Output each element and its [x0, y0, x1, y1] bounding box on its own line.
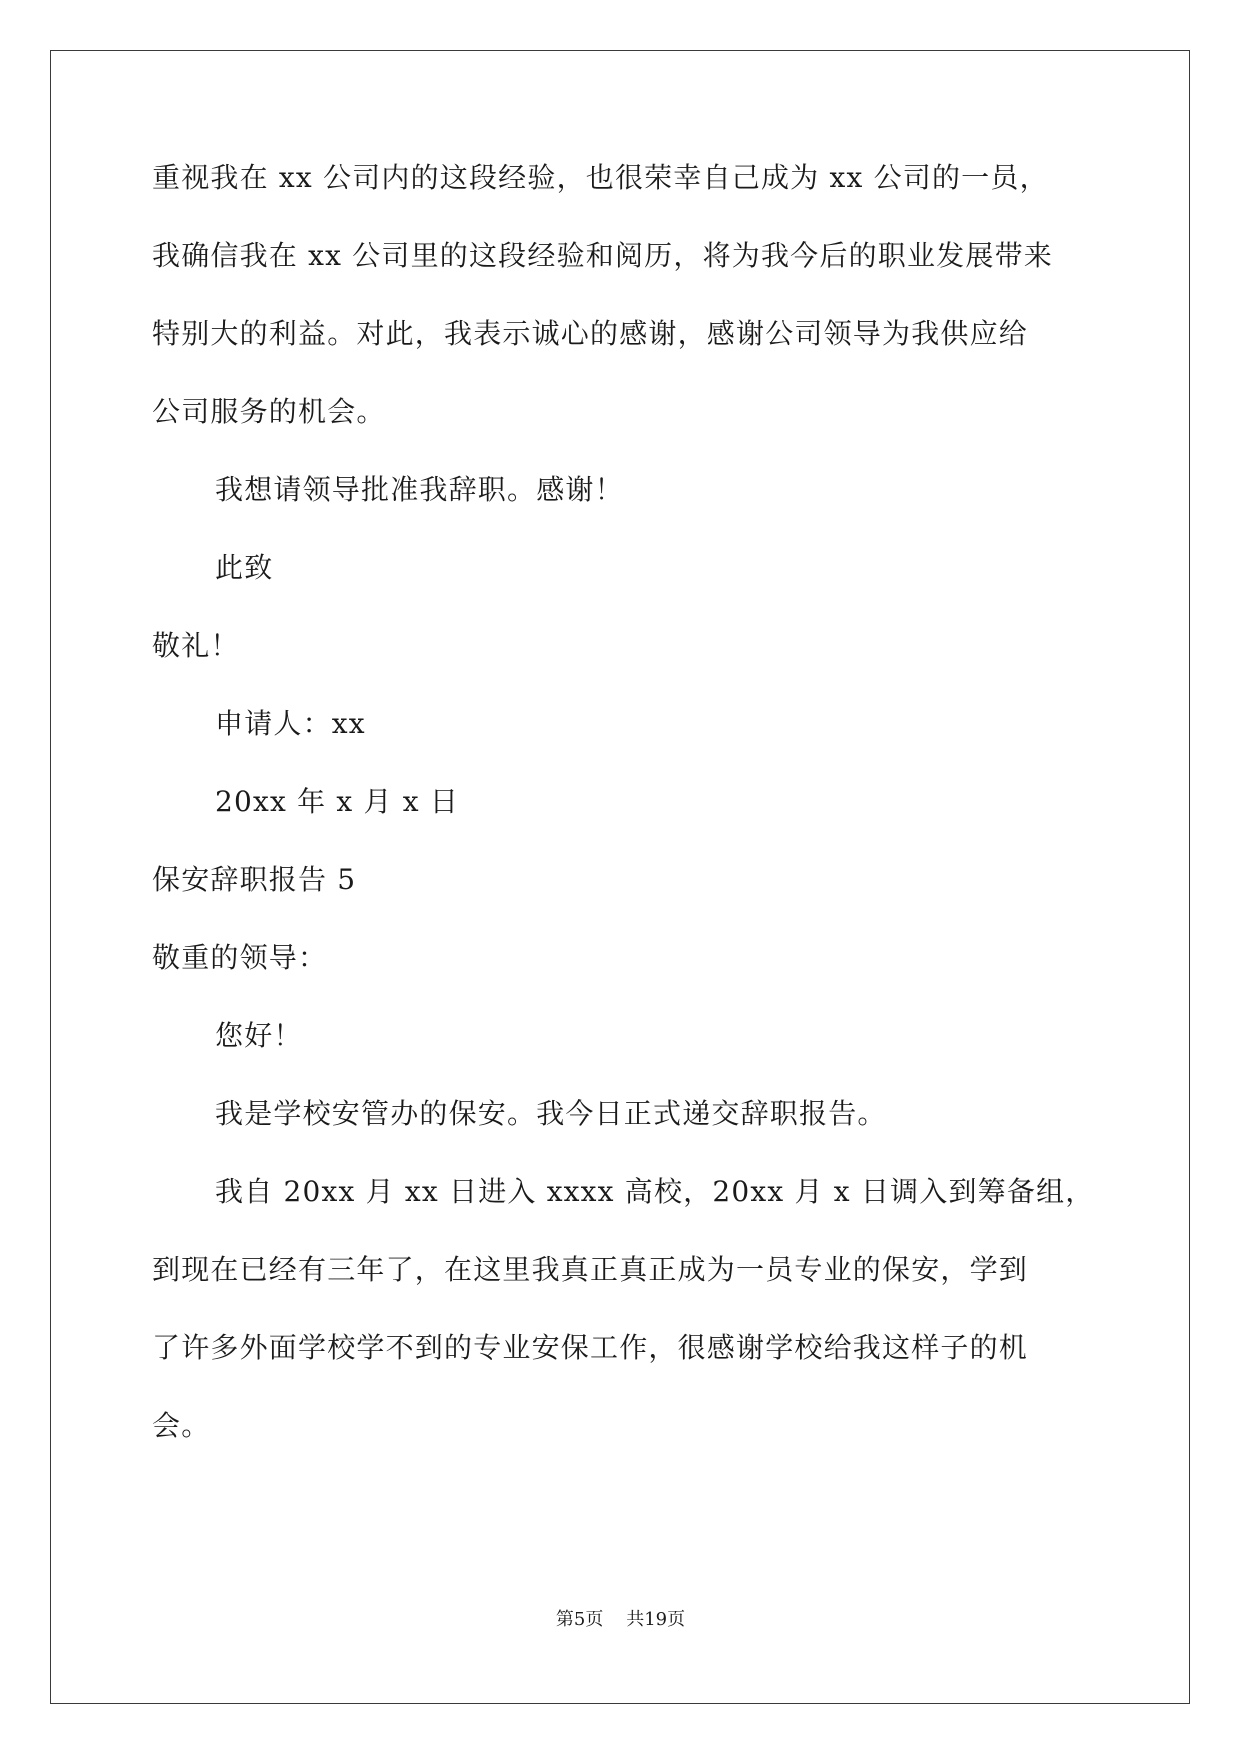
closing-salutation: 此致 [215, 551, 274, 584]
body-line-16: 了许多外面学校学不到的专业安保工作，很感谢学校给我这样子的机 [152, 1331, 1029, 1364]
page-prefix: 第 [555, 1609, 574, 1630]
page-footer [0, 1608, 1241, 1632]
section-heading: 保安辞职报告 5 [152, 863, 357, 896]
total-suffix: 页 [667, 1609, 686, 1630]
hello-line: 您好！ [215, 1019, 303, 1052]
date-line: 20xx 年 x 月 x 日 [215, 785, 460, 818]
body-line-13: 我是学校安管办的保安。我今日正式递交辞职报告。 [215, 1097, 887, 1130]
total-prefix: 共 [626, 1609, 645, 1630]
page-suffix: 页 [585, 1609, 604, 1630]
applicant-line: 申请人：xx [215, 707, 366, 740]
page-number: 5 [573, 1609, 586, 1630]
closing-respect: 敬礼！ [152, 629, 240, 662]
total-pages: 19 [644, 1609, 668, 1630]
body-line-4: 公司服务的机会。 [152, 395, 386, 428]
body-line-17: 会。 [152, 1409, 211, 1442]
body-line-14: 我自 20xx 月 xx 日进入 xxxx 高校，20xx 月 x 日调入到筹备组， [215, 1175, 1095, 1208]
body-line-15: 到现在已经有三年了，在这里我真正真正成为一员专业的保安，学到 [152, 1253, 1029, 1286]
body-line-1: 重视我在 xx 公司内的这段经验，也很荣幸自己成为 xx 公司的一员， [152, 161, 1049, 194]
greeting-line: 敬重的领导： [152, 941, 328, 974]
body-line-3: 特别大的利益。对此，我表示诚心的感谢，感谢公司领导为我供应给 [152, 317, 1029, 350]
body-line-2: 我确信我在 xx 公司里的这段经验和阅历，将为我今后的职业发展带来 [152, 239, 1053, 272]
body-line-5: 我想请领导批准我辞职。感谢！ [215, 473, 624, 506]
